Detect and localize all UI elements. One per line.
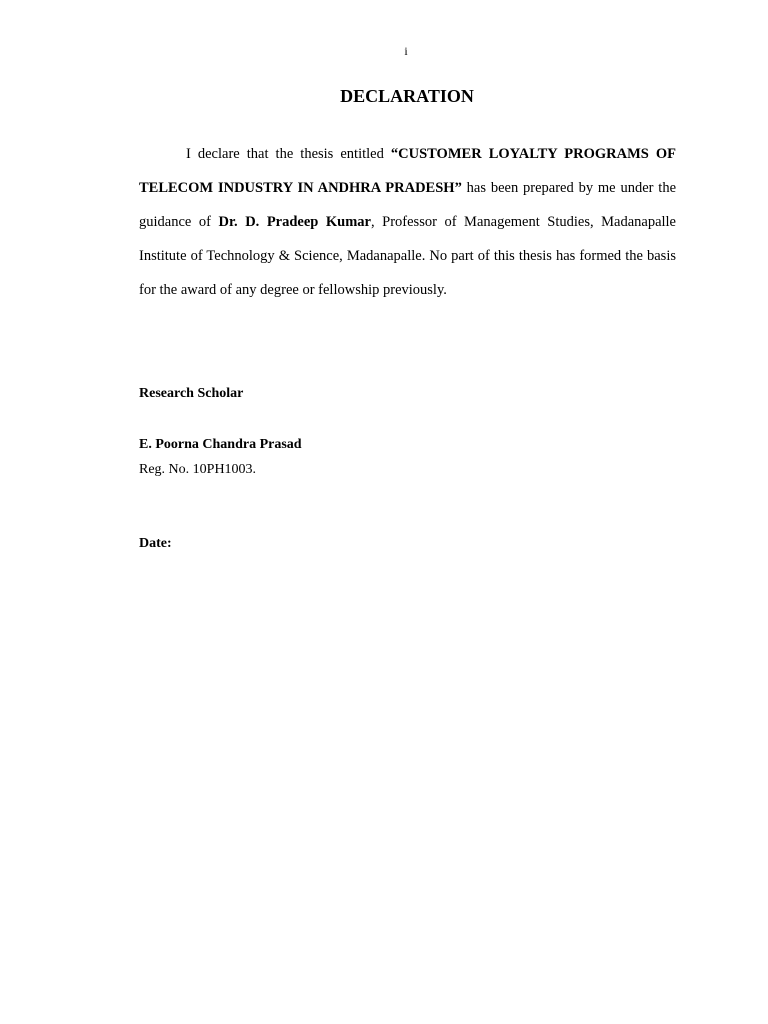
declaration-paragraph <box>139 137 676 307</box>
thesis-title: “CUSTOMER LOYALTY PROGRAMS OF TELECOM INDUSTRY IN ANDHRA PRADESH” <box>139 146 677 196</box>
page-title: DECLARATION <box>340 86 474 106</box>
declaration-text-2: has been prepared by me under the guidance of <box>139 180 677 230</box>
declaration-text-1: I declare that the thesis entitled <box>186 146 391 162</box>
registration-number: Reg. No. 10PH1003. <box>139 462 257 477</box>
page-number: i <box>404 44 408 58</box>
guide-name: Dr. D. Pradeep Kumar <box>218 214 371 230</box>
declaration-text-3: , Professor of Management Studies, Madanapalle Institute of Technology & Science, Madanapalle. No part of this thesis has formed the basis for the award of any degree or fellowship previously. <box>139 214 676 298</box>
date-label: Date: <box>139 536 172 551</box>
scholar-name: E. Poorna Chandra Prasad <box>139 437 302 452</box>
research-scholar-label: Research Scholar <box>139 386 244 401</box>
